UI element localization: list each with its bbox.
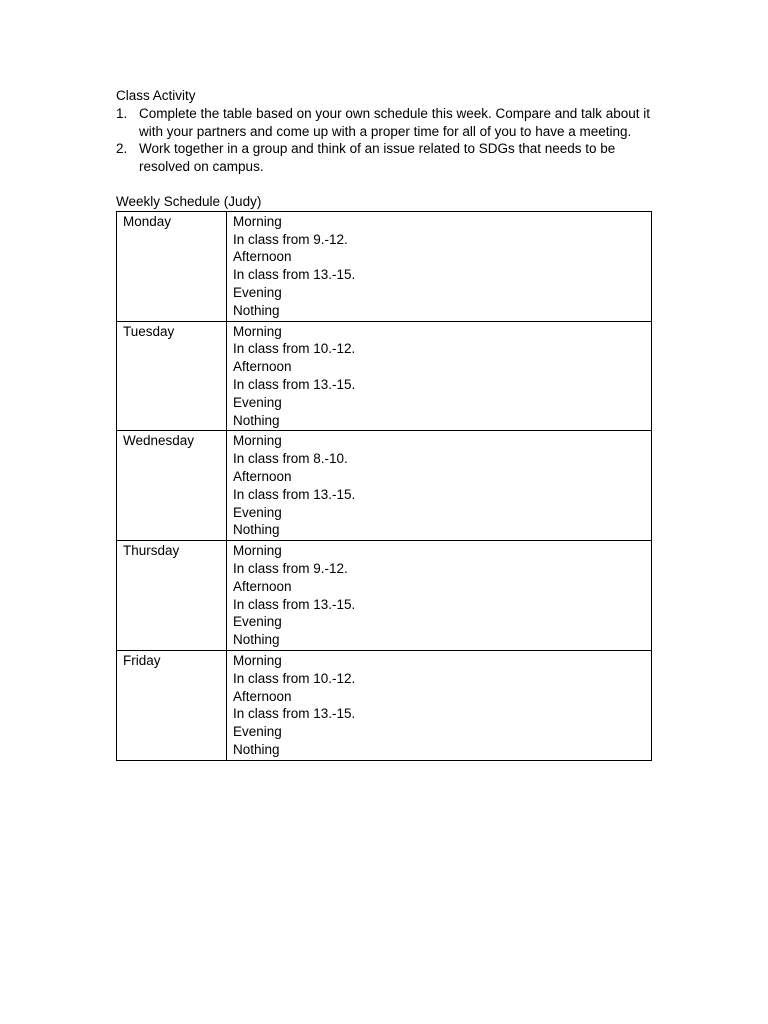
morning-label: Morning: [233, 652, 282, 668]
instruction-item: [116, 140, 652, 176]
evening-value: Nothing: [233, 412, 280, 428]
day-cell: Friday: [117, 650, 227, 760]
instruction-number: 1.: [116, 105, 128, 121]
afternoon-label: Afternoon: [233, 249, 292, 265]
afternoon-value: In class from 13.-15.: [233, 486, 356, 502]
morning-value: In class from 9.-12.: [233, 231, 348, 247]
evening-label: Evening: [233, 394, 282, 410]
morning-value: In class from 10.-12.: [233, 670, 356, 686]
evening-value: Nothing: [233, 741, 280, 757]
afternoon-label: Afternoon: [233, 688, 292, 704]
instruction-item: [116, 105, 652, 141]
schedule-detail-cell: [227, 321, 652, 431]
evening-label: Evening: [233, 614, 282, 630]
instruction-list: [116, 105, 652, 176]
table-caption: Weekly Schedule (Judy): [116, 193, 262, 209]
document-page: [116, 87, 652, 761]
instruction-number: 2.: [116, 141, 128, 157]
afternoon-value: In class from 13.-15.: [233, 596, 356, 612]
afternoon-value: In class from 13.-15.: [233, 706, 356, 722]
evening-label: Evening: [233, 504, 282, 520]
morning-value: In class from 9.-12.: [233, 560, 348, 576]
morning-value: In class from 10.-12.: [233, 341, 356, 357]
instruction-text: Work together in a group and think of an issue related to SDGs that needs to be resolved on campus.: [139, 141, 616, 175]
table-row: [117, 541, 652, 651]
morning-label: Morning: [233, 543, 282, 559]
morning-label: Morning: [233, 433, 282, 449]
evening-label: Evening: [233, 284, 282, 300]
afternoon-label: Afternoon: [233, 359, 292, 375]
table-row: [117, 650, 652, 760]
day-cell: Monday: [117, 211, 227, 321]
schedule-detail-cell: [227, 431, 652, 541]
activity-heading: Class Activity: [116, 88, 196, 103]
afternoon-value: In class from 13.-15.: [233, 267, 356, 283]
table-row: [117, 431, 652, 541]
schedule-detail-cell: [227, 541, 652, 651]
schedule-detail-cell: [227, 650, 652, 760]
evening-value: Nothing: [233, 302, 280, 318]
instruction-text: Complete the table based on your own schedule this week. Compare and talk about it with your partners and come up with a proper time for all of you to have a meeting.: [139, 105, 651, 139]
schedule-detail-cell: [227, 211, 652, 321]
table-row: [117, 321, 652, 431]
afternoon-value: In class from 13.-15.: [233, 376, 356, 392]
evening-label: Evening: [233, 724, 282, 740]
evening-value: Nothing: [233, 632, 280, 648]
weekly-schedule-table: [116, 211, 652, 761]
afternoon-label: Afternoon: [233, 468, 292, 484]
table-row: [117, 211, 652, 321]
blank-line: [116, 176, 652, 193]
morning-label: Morning: [233, 213, 282, 229]
evening-value: Nothing: [233, 522, 280, 538]
afternoon-label: Afternoon: [233, 578, 292, 594]
day-cell: Tuesday: [117, 321, 227, 431]
day-cell: Wednesday: [117, 431, 227, 541]
morning-label: Morning: [233, 323, 282, 339]
morning-value: In class from 8.-10.: [233, 451, 348, 467]
day-cell: Thursday: [117, 541, 227, 651]
